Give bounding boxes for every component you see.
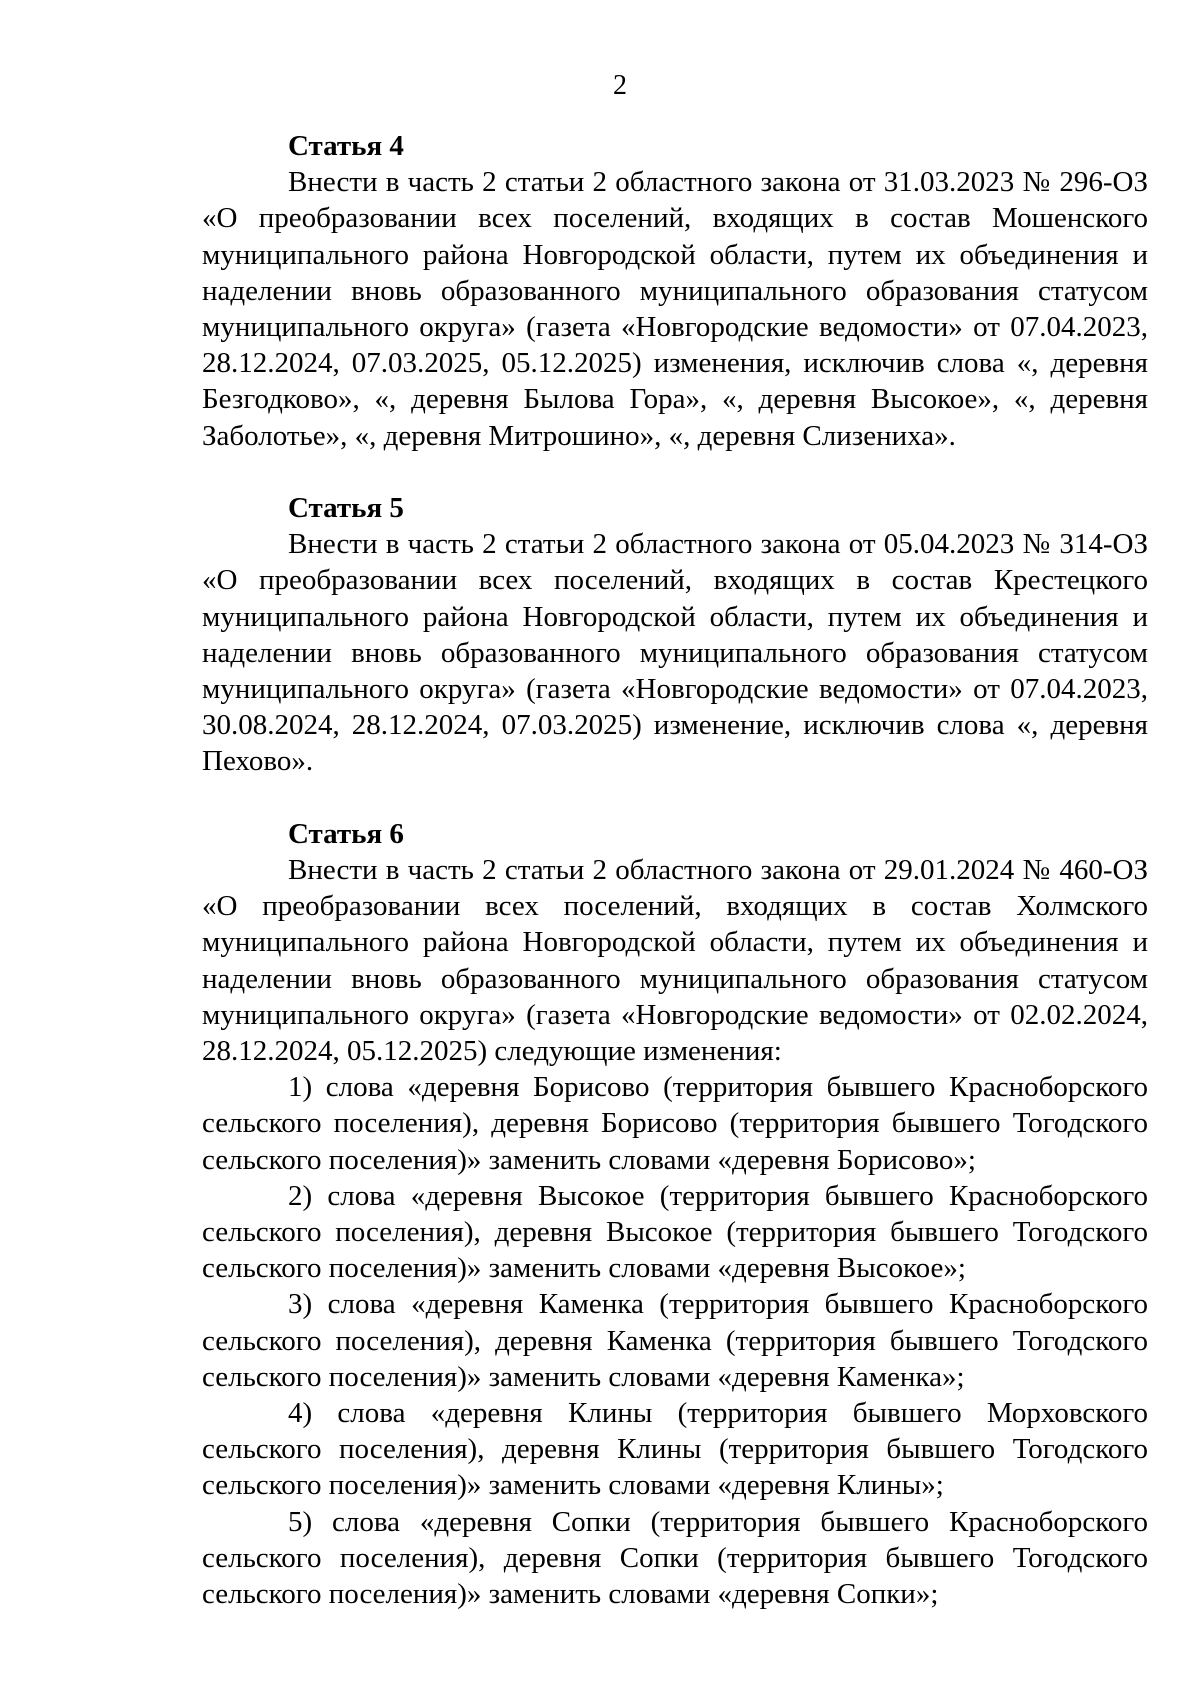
article-title: Статья 5	[288, 492, 404, 525]
article-paragraph: Внести в часть 2 статьи 2 областного закона от 31.03.2023 № 296-ОЗ «О преобразовании всех поселений, входящих в состав Мошенского муниципального района Новгородской области, путем их объединения и наделении вновь образованного муниципального образования статусом муниципального округа» (газета «Новгородские ведомости» от 07.04.2023, 28.12.2024, 07.03.2025, 05.12.2025) изменения, исключив слова «, деревня Безгодково», «, деревня Былова Гора», «, деревня Высокое», «, деревня Заболотье», «, деревня Митрошино», «, деревня Слизениха».	[202, 166, 1148, 452]
article-4	[202, 128, 1148, 454]
list-item-3: 3) слова «деревня Каменка (территория бывшего Красноборского сельского поселения), деревня Каменка (территория бывшего Тогодского сельского поселения)» заменить словами «деревня Каменка»;	[202, 1288, 1148, 1393]
article-5	[202, 490, 1148, 780]
article-title: Статья 6	[288, 817, 404, 850]
list-item-4: 4) слова «деревня Клины (территория бывшего Морховского сельского поселения), деревня Клины (территория бывшего Тогодского сельского поселения)» заменить словами «деревня Клины»;	[202, 1397, 1148, 1502]
article-6	[202, 816, 1148, 1612]
article-title: Статья 4	[288, 130, 404, 162]
document-body	[202, 128, 1148, 1612]
page-number: 2	[613, 70, 627, 101]
article-paragraph: Внести в часть 2 статьи 2 областного закона от 29.01.2024 № 460-ОЗ «О преобразовании всех поселений, входящих в состав Холмского муниципального района Новгородской области, путем их объединения и наделении вновь образованного муниципального образования статусом муниципального округа» (газета «Новгородские ведомости» от 02.02.2024, 28.12.2024, 05.12.2025) следующие изменения:	[202, 854, 1148, 1068]
list-item-2: 2) слова «деревня Высокое (территория бывшего Красноборского сельского поселения), деревня Высокое (территория бывшего Тогодского сельского поселения)» заменить словами «деревня Высокое»;	[202, 1179, 1148, 1285]
article-paragraph: Внести в часть 2 статьи 2 областного закона от 05.04.2023 № 314-ОЗ «О преобразовании всех поселений, входящих в состав Крестецкого муниципального района Новгородской области, путем их объединения и наделении вновь образованного муниципального образования статусом муниципального округа» (газета «Новгородские ведомости» от 07.04.2023, 30.08.2024, 28.12.2024, 07.03.2025) изменение, исключив слова «, деревня Пехово».	[202, 528, 1148, 778]
list-item-5: 5) слова «деревня Сопки (территория бывшего Красноборского сельского поселения), деревня Сопки (территория бывшего Тогодского сельского поселения)» заменить словами «деревня Сопки»;	[202, 1505, 1148, 1611]
list-item-1: 1) слова «деревня Борисово (территория бывшего Красноборского сельского поселения), деревня Борисово (территория бывшего Тогодского сельского поселения)» заменить словами «деревня Борисово»;	[202, 1071, 1148, 1176]
